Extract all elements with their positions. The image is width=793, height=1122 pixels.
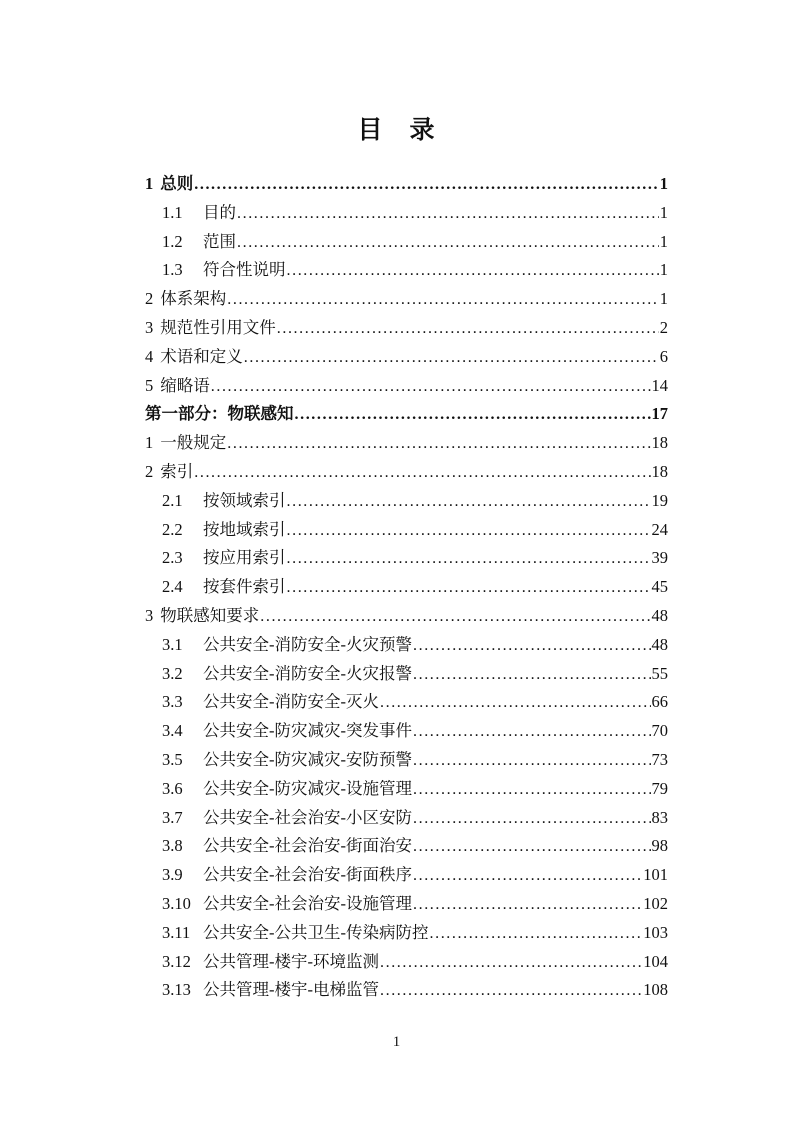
toc-entry-page: 19 — [651, 490, 668, 510]
toc-entry[interactable] — [145, 573, 668, 602]
toc-entry-title: 目的 — [203, 202, 236, 222]
toc-entry-page: 98 — [651, 836, 668, 856]
toc-entry-page: 18 — [651, 461, 668, 481]
toc-entry-number: 3.2 — [162, 663, 183, 683]
toc-entry-page: 45 — [651, 577, 668, 597]
toc-entry-title: 一般规定 — [160, 433, 227, 453]
toc-entry-title: 缩略语 — [160, 375, 210, 395]
toc-entry[interactable] — [145, 544, 668, 573]
toc-entry-number: 1 — [145, 174, 154, 193]
toc-entry-number: 3.1 — [162, 634, 183, 654]
toc-entry-number: 2 — [145, 289, 154, 309]
toc-entry-leader-dots — [194, 458, 650, 488]
toc-entry[interactable] — [145, 199, 668, 228]
toc-entry-leader-dots — [380, 948, 642, 978]
toc-entry-title: 术语和定义 — [160, 346, 243, 366]
toc-entry-leader-dots — [413, 631, 651, 661]
toc-entry-leader-dots — [227, 429, 650, 459]
toc-entry-title: 公共安全-社会治安-设施管理 — [203, 893, 412, 913]
toc-entry-page: 1 — [659, 289, 668, 309]
toc-entry[interactable] — [145, 919, 668, 948]
toc-entry[interactable] — [145, 314, 668, 343]
toc-entry-leader-dots — [380, 688, 651, 718]
toc-entry-page: 48 — [651, 605, 668, 625]
toc-entry-number: 3 — [145, 317, 154, 337]
toc-entry-page: 1 — [659, 260, 668, 280]
toc-entry-title: 公共管理-楼宇-电梯监管 — [203, 980, 379, 1000]
toc-entry-title: 公共安全-防灾减灾-安防预警 — [203, 749, 412, 769]
toc-entry-title: 按套件索引 — [203, 577, 286, 597]
toc-entry-title: 公共安全-社会治安-小区安防 — [203, 807, 412, 827]
toc-entry-leader-dots — [380, 976, 642, 1006]
toc-entry-leader-dots — [413, 861, 642, 891]
toc-entry-page: 66 — [651, 692, 668, 712]
toc-entry[interactable] — [145, 400, 668, 429]
toc-entry-number: 3.12 — [162, 951, 191, 971]
toc-entry[interactable] — [145, 343, 668, 372]
toc-entry-page: 1 — [659, 202, 668, 222]
toc-entry-page: 39 — [651, 548, 668, 568]
toc-entry-page: 14 — [651, 375, 668, 395]
toc-entry-number: 2.1 — [162, 490, 183, 510]
toc-entry-title: 公共安全-消防安全-火灾报警 — [203, 663, 412, 683]
toc-entry-page: 79 — [651, 778, 668, 798]
toc-entry-page: 104 — [643, 951, 668, 971]
toc-entry-number: 3.7 — [162, 807, 183, 827]
toc-entry[interactable] — [145, 602, 668, 631]
toc-entry-leader-dots — [237, 199, 659, 229]
toc-entry[interactable] — [145, 372, 668, 401]
toc-entry-number: 3.6 — [162, 778, 183, 798]
toc-entry-number: 3.5 — [162, 749, 183, 769]
toc-entry-leader-dots — [287, 487, 651, 517]
toc-entry-leader-dots — [413, 660, 651, 690]
footer-page-number: 1 — [392, 1034, 401, 1050]
toc-entry[interactable] — [145, 717, 668, 746]
toc-entry-number: 2.3 — [162, 548, 183, 568]
toc-entry-number: 1.2 — [162, 231, 183, 251]
toc-entry-leader-dots — [194, 170, 659, 200]
toc-entry[interactable] — [145, 516, 668, 545]
toc-entry-number: 4 — [145, 346, 154, 366]
toc-entry-page: 48 — [651, 634, 668, 654]
toc-entry-number: 2.2 — [162, 519, 183, 539]
toc-entry[interactable] — [145, 861, 668, 890]
toc-entry-leader-dots — [413, 804, 651, 834]
toc-entry-page: 18 — [651, 433, 668, 453]
toc-entry-leader-dots — [413, 832, 651, 862]
toc-entry-leader-dots — [430, 919, 643, 949]
toc-entry-leader-dots — [287, 573, 651, 603]
toc-entry-page: 73 — [651, 749, 668, 769]
toc-entry-leader-dots — [237, 228, 659, 258]
toc-entry[interactable] — [145, 256, 668, 285]
toc-entry-number: 2.4 — [162, 577, 183, 597]
toc-entry-number: 3.8 — [162, 836, 183, 856]
toc-entry[interactable] — [145, 631, 668, 660]
toc-entry-title: 公共安全-社会治安-街面治安 — [203, 836, 412, 856]
toc-entry-title: 索引 — [160, 461, 194, 481]
toc-entry-number: 1.3 — [162, 260, 183, 280]
toc-entry-leader-dots — [413, 890, 642, 920]
toc-entry[interactable] — [145, 458, 668, 487]
toc-entry-number: 2 — [145, 461, 154, 481]
toc-entry-leader-dots — [413, 717, 651, 747]
page-footer — [0, 1034, 793, 1051]
toc-entry-leader-dots — [287, 516, 651, 546]
toc-entry[interactable] — [145, 170, 668, 199]
toc-entry-number: 3.10 — [162, 893, 191, 913]
toc-entry-title: 物联感知要求 — [160, 605, 260, 625]
toc-entry-page: 6 — [659, 346, 668, 366]
toc-entry[interactable] — [145, 775, 668, 804]
toc-entry-page: 102 — [643, 893, 668, 913]
toc-entry-page: 1 — [659, 231, 668, 251]
toc-entry-title: 公共安全-消防安全-灭火 — [203, 692, 379, 712]
toc-entry-number: 3.9 — [162, 865, 183, 885]
toc-entry-page: 83 — [651, 807, 668, 827]
toc-entry-leader-dots — [413, 746, 651, 776]
toc-entry-number: 3.4 — [162, 721, 183, 741]
toc-entry[interactable] — [145, 832, 668, 861]
toc-entry-title: 符合性说明 — [203, 260, 286, 280]
toc-entry-page: 101 — [643, 865, 668, 885]
toc-entry-title: 公共安全-消防安全-火灾预警 — [203, 634, 412, 654]
toc-entry-leader-dots — [227, 285, 659, 315]
toc-entry-number: 3 — [145, 605, 154, 625]
toc-entry-page: 2 — [659, 317, 668, 337]
toc-entry-leader-dots — [287, 544, 651, 574]
toc-entry-page: 24 — [651, 519, 668, 539]
toc-entry-page: 70 — [651, 721, 668, 741]
toc-entry-leader-dots — [287, 256, 659, 286]
toc-entry[interactable] — [145, 746, 668, 775]
toc-entry[interactable] — [145, 804, 668, 833]
toc-entry[interactable] — [145, 976, 668, 1005]
toc-entry-page: 17 — [651, 404, 668, 424]
toc-entry-number: 5 — [145, 375, 154, 395]
toc-entry-title: 按地域索引 — [203, 519, 286, 539]
toc-entry-leader-dots — [244, 343, 659, 373]
toc-entry-leader-dots — [295, 400, 651, 430]
toc-entry[interactable] — [145, 660, 668, 689]
toc-entry[interactable] — [145, 948, 668, 977]
toc-entry-title: 按领域索引 — [203, 490, 286, 510]
toc-entry-leader-dots — [277, 314, 659, 344]
toc-entry[interactable] — [145, 285, 668, 314]
toc-entry-number: 3.11 — [162, 922, 191, 942]
toc-entry-leader-dots — [413, 775, 651, 805]
toc-entry-number: 1 — [145, 433, 154, 453]
toc-entry[interactable] — [145, 429, 668, 458]
toc-entry-leader-dots — [211, 372, 651, 402]
toc-entry-title: 公共安全-防灾减灾-突发事件 — [203, 721, 412, 741]
toc-entry-title: 范围 — [203, 231, 236, 251]
toc-entry-title: 公共安全-防灾减灾-设施管理 — [203, 778, 412, 798]
toc-entry-page: 1 — [659, 174, 668, 193]
toc-entry[interactable] — [145, 890, 668, 919]
toc-entry-leader-dots — [260, 602, 650, 632]
toc-entry[interactable] — [145, 228, 668, 257]
toc-entry[interactable] — [145, 688, 668, 717]
toc-entry-title: 按应用索引 — [203, 548, 286, 568]
toc-list — [145, 170, 668, 1005]
toc-entry-number: 1.1 — [162, 202, 183, 222]
toc-entry-title: 第一部分：物联感知 — [145, 404, 294, 424]
toc-entry-page: 55 — [651, 663, 668, 683]
toc-entry-title: 体系架构 — [160, 289, 227, 309]
toc-entry-page: 103 — [643, 922, 668, 942]
toc-entry[interactable] — [145, 487, 668, 516]
toc-entry-page: 108 — [643, 980, 668, 1000]
page-title: 目 录 — [357, 117, 436, 144]
toc-entry-title: 公共管理-楼宇-环境监测 — [203, 951, 379, 971]
toc-entry-number: 3.13 — [162, 980, 191, 1000]
toc-entry-title: 规范性引用文件 — [160, 317, 276, 337]
toc-entry-title: 公共安全-公共卫生-传染病防控 — [203, 922, 429, 942]
toc-entry-title: 总则 — [160, 174, 194, 193]
toc-entry-number: 3.3 — [162, 692, 183, 712]
toc-entry-title: 公共安全-社会治安-街面秩序 — [203, 865, 412, 885]
